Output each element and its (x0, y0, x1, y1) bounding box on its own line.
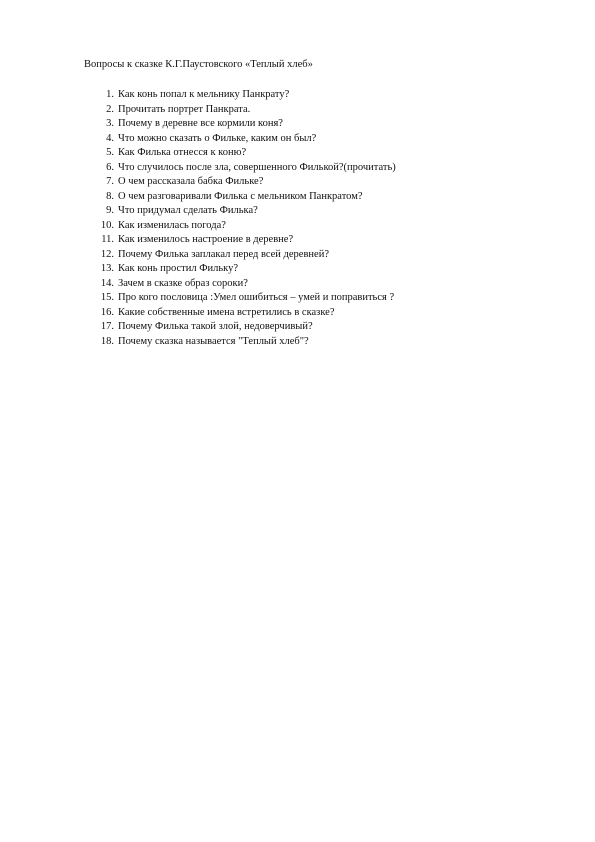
question-text: Что придумал сделать Филька? (118, 205, 258, 216)
question-number: 18. (100, 335, 114, 347)
question-item (84, 190, 396, 205)
question-item (84, 306, 396, 321)
question-item (84, 161, 396, 176)
question-number: 12. (100, 248, 114, 260)
question-text: Почему в деревне все кормили коня? (118, 118, 283, 129)
question-item (84, 233, 396, 248)
question-item (84, 204, 396, 219)
question-text: Какие собственные имена встретились в сказке? (118, 306, 335, 318)
question-item (84, 132, 396, 147)
question-text: Как Филька отнесся к коню? (118, 147, 247, 158)
question-text: Почему Филька заплакал перед всей деревней? (118, 248, 329, 260)
question-number: 13. (100, 263, 114, 274)
question-text: Что случилось после зла, совершенного Филькой?(прочитать) (118, 161, 396, 173)
question-text: Как изменилась погода? (118, 219, 226, 231)
question-item (84, 320, 396, 335)
question-number: 14. (100, 277, 114, 289)
question-text: Что можно сказать о Фильке, каким он был? (118, 132, 317, 144)
question-item (84, 262, 396, 277)
question-number: 5. (106, 147, 114, 158)
question-list (84, 88, 396, 349)
question-number: 9. (106, 205, 114, 216)
question-number: 7. (106, 176, 114, 187)
question-number: 3. (106, 118, 114, 129)
question-text: Прочитать портрет Панкрата. (118, 103, 251, 115)
question-text: Как изменилось настроение в деревне? (118, 234, 294, 245)
question-item (84, 88, 396, 103)
question-item (84, 146, 396, 161)
question-item (84, 248, 396, 263)
question-number: 8. (106, 190, 114, 202)
question-number: 2. (106, 103, 114, 115)
question-number: 4. (106, 132, 114, 144)
question-text: Почему сказка называется "Теплый хлеб"? (118, 335, 309, 347)
question-number: 1. (106, 89, 114, 100)
question-text: О чем разговаривали Филька с мельником Панкратом? (118, 190, 363, 202)
question-number: 6. (106, 161, 114, 173)
question-text: Почему Филька такой злой, недоверчивый? (118, 321, 313, 332)
question-item (84, 291, 396, 306)
question-number: 16. (100, 306, 114, 318)
question-number: 10. (100, 219, 114, 231)
question-number: 11. (101, 234, 114, 245)
question-item (84, 103, 396, 118)
question-item (84, 175, 396, 190)
question-item (84, 277, 396, 292)
question-item (84, 335, 396, 350)
question-text: Зачем в сказке образ сороки? (118, 277, 248, 289)
question-text: Про кого пословица :Умел ошибиться – умей и поправиться ? (118, 292, 395, 303)
question-number: 17. (100, 321, 114, 332)
question-text: О чем рассказала бабка Фильке? (118, 176, 264, 187)
question-number: 15. (100, 292, 114, 303)
question-item (84, 219, 396, 234)
question-text: Как конь простил Фильку? (118, 263, 239, 274)
question-text: Как конь попал к мельнику Панкрату? (118, 89, 290, 100)
question-item (84, 117, 396, 132)
document-title: Вопросы к сказке К.Г.Паустовского «Теплый хлеб» (84, 59, 313, 70)
